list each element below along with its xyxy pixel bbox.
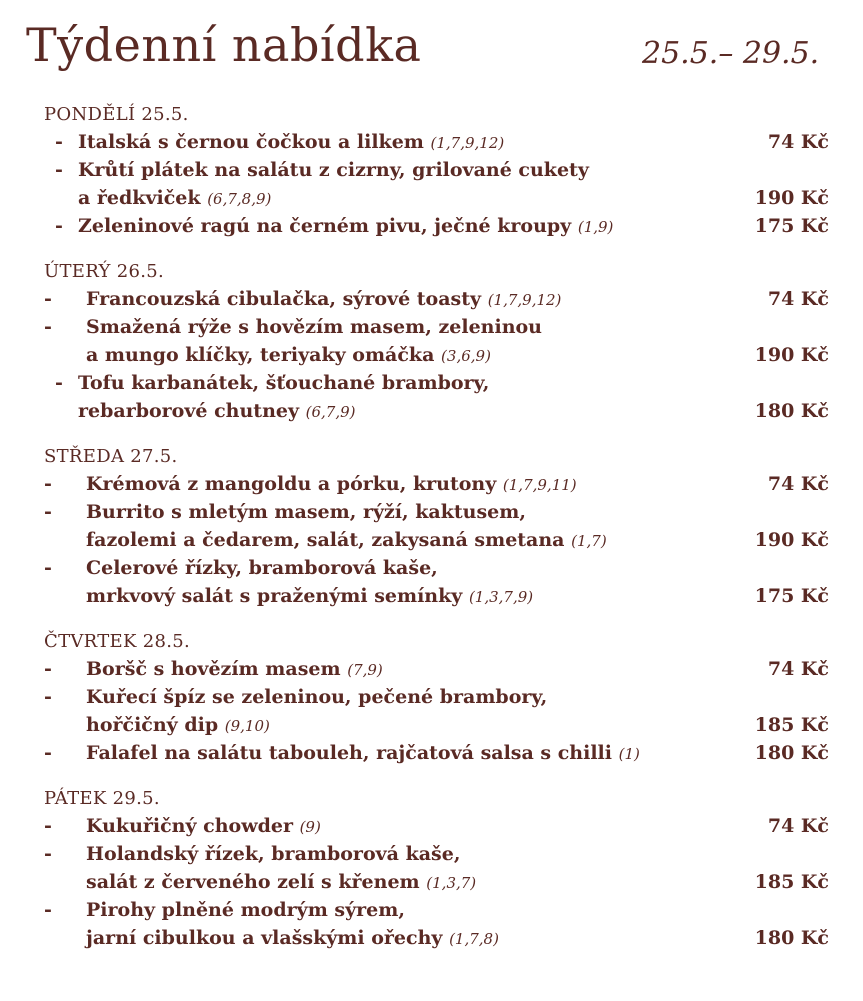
allergens: (1): [618, 745, 640, 763]
menu-item-line: [0, 812, 863, 840]
bullet-dash: -: [44, 288, 52, 310]
dish-name: Celerové řízky, bramborová kaše,: [86, 557, 438, 579]
price: 190 Kč: [754, 187, 829, 209]
price: 180 Kč: [754, 927, 829, 949]
dish-name: Burrito s mletým masem, rýží, kaktusem,: [86, 501, 526, 523]
weekly-menu: [0, 102, 863, 971]
day-title: ČTVRTEK 28.5.: [44, 631, 191, 652]
bullet-dash: -: [55, 131, 63, 153]
menu-item: [0, 683, 863, 739]
menu-item-line: [0, 683, 863, 711]
dish-name: a ředkviček: [78, 187, 201, 209]
bullet-dash: -: [55, 215, 63, 237]
menu-item-line: [0, 313, 863, 341]
allergens: (6,7,9): [305, 403, 356, 421]
day-section: [0, 444, 863, 610]
menu-item-line: [0, 582, 863, 610]
menu-item: [0, 369, 863, 425]
dish-name: fazolemi a čedarem, salát, zakysaná smetana: [86, 529, 565, 551]
bullet-dash: -: [44, 899, 52, 921]
dish-name: Pirohy plněné modrým sýrem,: [86, 899, 405, 921]
menu-item-line: [0, 285, 863, 313]
menu-item: [0, 739, 863, 767]
date-range: 25.5.– 29.5.: [642, 36, 820, 71]
day-section: [0, 102, 863, 240]
menu-item: [0, 470, 863, 498]
allergens: (1,9): [577, 218, 614, 236]
dish-name: Tofu karbanátek, šťouchané brambory,: [78, 372, 490, 394]
allergens: (9,10): [224, 717, 270, 735]
allergens: (3,6,9): [441, 347, 491, 365]
price: 180 Kč: [754, 400, 829, 422]
menu-item-line: [0, 341, 863, 369]
allergens: (1,7,8): [449, 930, 499, 948]
dish-name: Krůtí plátek na salátu z cizrny, grilované cukety: [78, 159, 589, 181]
bullet-dash: -: [44, 316, 52, 338]
dish-name: rebarborové chutney: [78, 400, 300, 422]
menu-item: [0, 128, 863, 156]
price: 185 Kč: [754, 871, 829, 893]
menu-item: [0, 212, 863, 240]
bullet-dash: -: [44, 742, 52, 764]
menu-item-line: [0, 526, 863, 554]
day-section: [0, 259, 863, 425]
dish-name: Falafel na salátu tabouleh, rajčatová salsa s chilli: [86, 742, 612, 764]
menu-item: [0, 812, 863, 840]
dish-name: salát z červeného zelí s křenem: [86, 871, 420, 893]
price: 74 Kč: [767, 473, 829, 495]
dish-name: jarní cibulkou a vlašskými ořechy: [86, 927, 443, 949]
menu-item: [0, 840, 863, 896]
menu-item-line: [0, 128, 863, 156]
day-section: [0, 786, 863, 952]
menu-item: [0, 498, 863, 554]
dish-name: Italská s černou čočkou a lilkem: [78, 131, 424, 153]
price: 175 Kč: [754, 215, 829, 237]
menu-item-line: [0, 896, 863, 924]
menu-item: [0, 313, 863, 369]
menu-item-line: [0, 498, 863, 526]
day-title: STŘEDA 27.5.: [44, 446, 178, 467]
dish-name: Krémová z mangoldu a pórku, krutony: [86, 473, 497, 495]
menu-item-line: [0, 655, 863, 683]
allergens: (1,3,7): [426, 874, 477, 892]
menu-item: [0, 156, 863, 212]
dish-name: Smažená rýže s hovězím masem, zeleninou: [86, 316, 542, 338]
day-title: ÚTERÝ 26.5.: [44, 261, 165, 282]
dish-name: a mungo klíčky, teriyaky omáčka: [86, 344, 435, 366]
dish-name: Holandský řízek, bramborová kaše,: [86, 843, 461, 865]
price: 180 Kč: [754, 742, 829, 764]
page-title: Týdenní nabídka: [26, 18, 422, 72]
price: 74 Kč: [767, 131, 829, 153]
price: 74 Kč: [767, 288, 829, 310]
price: 74 Kč: [767, 815, 829, 837]
dish-name: Francouzská cibulačka, sýrové toasty: [86, 288, 482, 310]
menu-item-line: [0, 739, 863, 767]
allergens: (1,7,9,12): [430, 134, 505, 152]
dish-name: Zeleninové ragú na černém pivu, ječné kroupy: [78, 215, 572, 237]
bullet-dash: -: [44, 815, 52, 837]
menu-item: [0, 896, 863, 952]
dish-name: hořčičný dip: [86, 714, 219, 736]
bullet-dash: -: [55, 159, 63, 181]
price: 74 Kč: [767, 658, 829, 680]
menu-item-line: [0, 397, 863, 425]
menu-item-line: [0, 470, 863, 498]
bullet-dash: -: [44, 473, 52, 495]
menu-item: [0, 285, 863, 313]
price: 185 Kč: [754, 714, 829, 736]
menu-item-line: [0, 184, 863, 212]
menu-item-line: [0, 156, 863, 184]
price: 190 Kč: [754, 529, 829, 551]
allergens: (1,7): [571, 532, 607, 550]
menu-item-line: [0, 554, 863, 582]
price: 190 Kč: [754, 344, 829, 366]
bullet-dash: -: [44, 658, 52, 680]
allergens: (7,9): [347, 661, 383, 679]
bullet-dash: -: [44, 501, 52, 523]
allergens: (1,3,7,9): [468, 588, 534, 606]
menu-item-line: [0, 840, 863, 868]
menu-item: [0, 655, 863, 683]
price: 175 Kč: [754, 585, 829, 607]
dish-name: Kuřecí špíz se zeleninou, pečené brambory,: [86, 686, 548, 708]
dish-name: Kukuřičný chowder: [86, 815, 293, 837]
menu-item-line: [0, 924, 863, 952]
allergens: (9): [299, 818, 321, 836]
bullet-dash: -: [44, 843, 52, 865]
menu-item-line: [0, 711, 863, 739]
day-title: PÁTEK 29.5.: [44, 788, 160, 809]
menu-item: [0, 554, 863, 610]
menu-item-line: [0, 868, 863, 896]
bullet-dash: -: [44, 557, 52, 579]
allergens: (1,7,9,12): [487, 291, 562, 309]
menu-item-line: [0, 369, 863, 397]
day-section: [0, 629, 863, 767]
bullet-dash: -: [55, 372, 63, 394]
dish-name: Boršč s hovězím masem: [86, 658, 341, 680]
allergens: (1,7,9,11): [502, 476, 577, 494]
menu-item-line: [0, 212, 863, 240]
allergens: (6,7,8,9): [207, 190, 272, 208]
dish-name: mrkvový salát s praženými semínky: [86, 585, 463, 607]
day-title: PONDĚLÍ 25.5.: [44, 104, 189, 125]
bullet-dash: -: [44, 686, 52, 708]
